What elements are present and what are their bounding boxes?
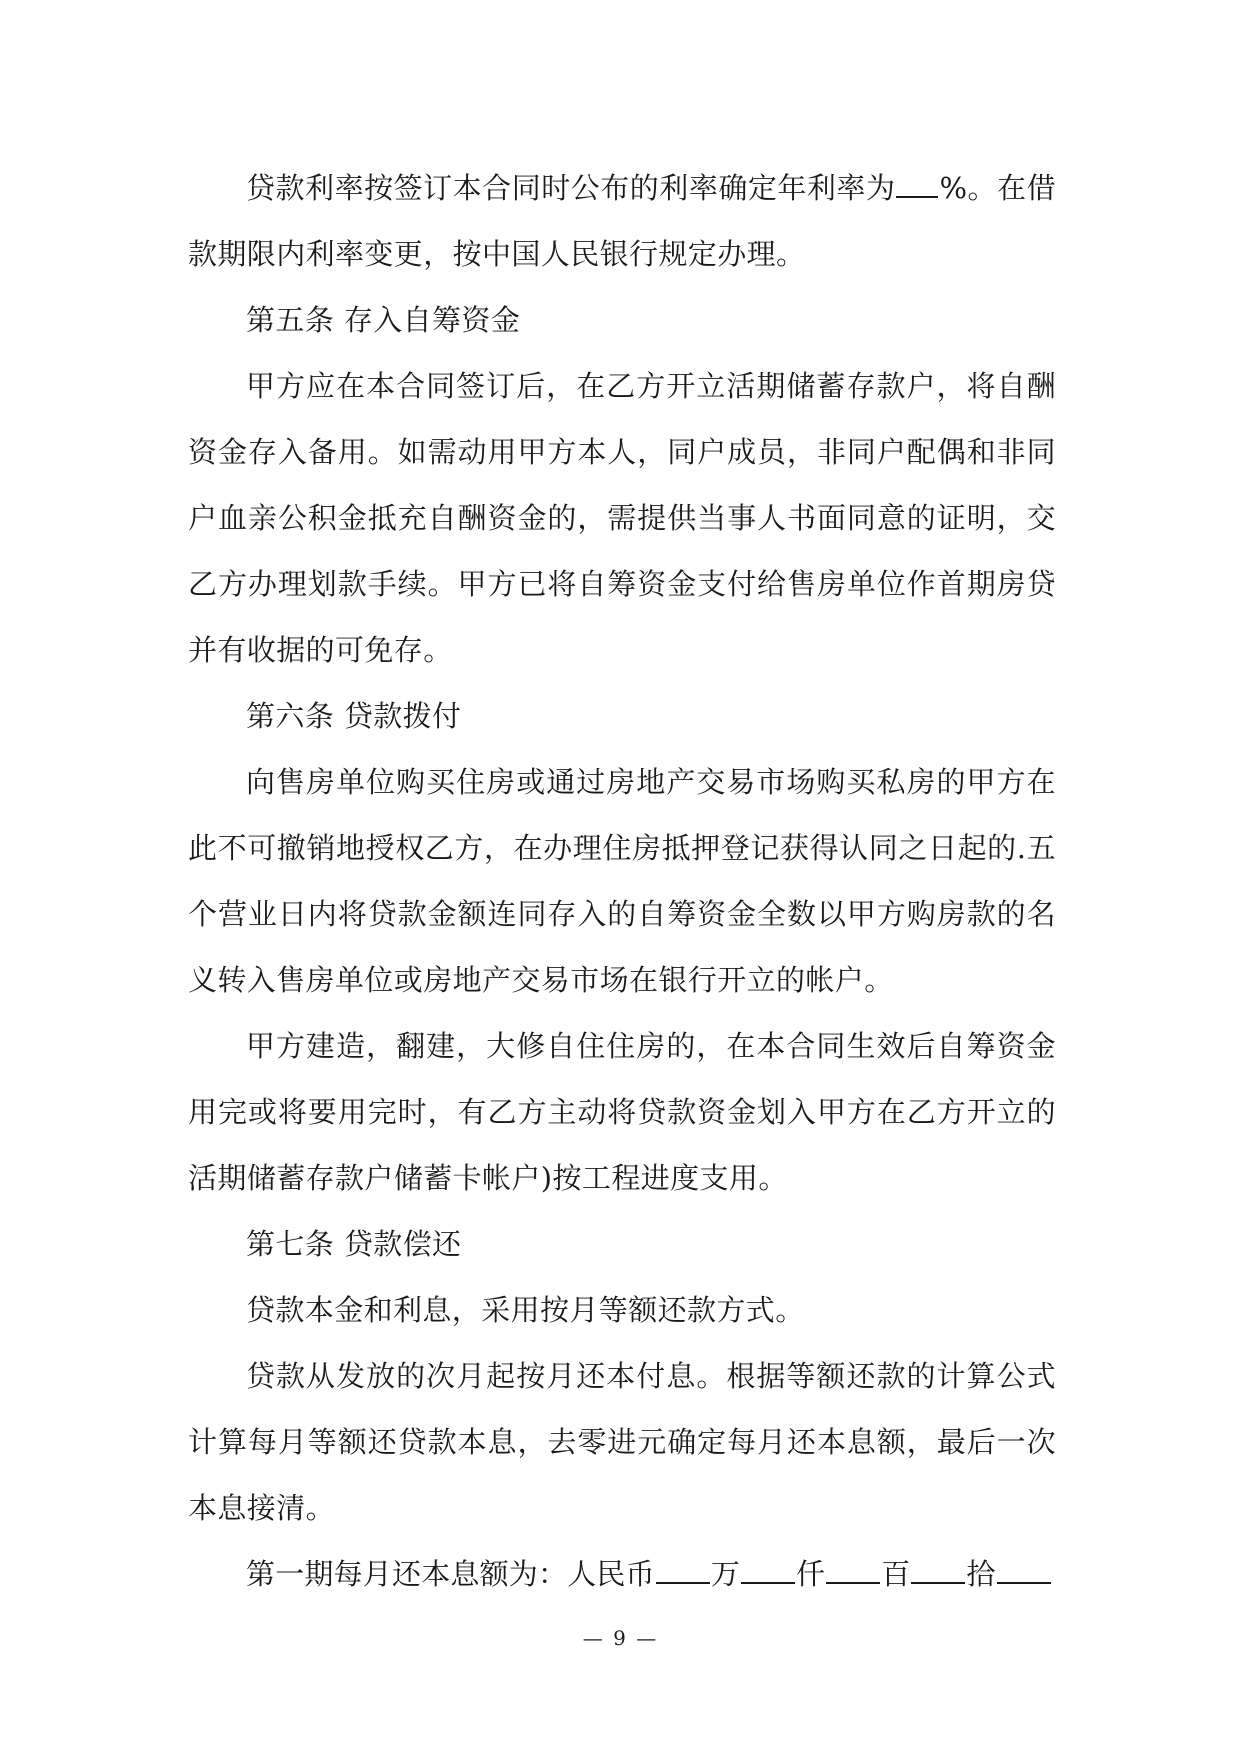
paragraph-repayment-method: 贷款本金和利息，采用按月等额还款方式。	[246, 1293, 805, 1327]
unit-qian: 仟	[796, 1557, 826, 1591]
blank-interest-rate	[896, 172, 938, 198]
document-body	[188, 155, 1056, 1607]
paragraph-disbursement-construction: 甲方建造，翻建，大修自住住房的，在本合同生效后自筹资金用完或将要用完时，有乙方主动将贷款资金划入甲方在乙方开立的活期储蓄存款户储蓄卡帐户)按工程进度支用。	[188, 1029, 1056, 1195]
paragraph-disbursement-purchase: 向售房单位购买住房或通过房地产交易市场购买私房的甲方在此不可撤销地授权乙方，在办理住房抵押登记获得认同之日起的.五个营业日内将贷款金额连同存入的自筹资金全数以甲方购房款的名义转入售房单位或房地产交易市场在银行开立的帐户。	[188, 765, 1056, 997]
unit-bai: 百	[881, 1557, 911, 1591]
heading-article-5: 第五条 存入自筹资金	[246, 303, 521, 337]
interest-rate-text: 贷款利率按签订本合同时公布的利率确定年利率为	[246, 171, 896, 205]
unit-shi: 拾	[966, 1557, 996, 1591]
unit-wan: 万	[710, 1557, 741, 1591]
paragraph-first-installment	[188, 1541, 1056, 1607]
paragraph-repayment-schedule: 贷款从发放的次月起按月还本付息。根据等额还款的计算公式计算每月等额还贷款本息，去零进元确定每月还本息额，最后一次本息接清。	[188, 1359, 1056, 1525]
paragraph-self-funds: 甲方应在本合同签订后，在乙方开立活期储蓄存款户，将自酬资金存入备用。如需动用甲方本人，同户成员，非同户配偶和非同户血亲公积金抵充自酬资金的，需提供当事人书面同意的证明，交乙方办理划款手续。甲方已将自筹资金支付给售房单位作首期房贷并有收据的可免存。	[188, 369, 1056, 667]
blank-wan	[656, 1558, 710, 1584]
blank-shi	[911, 1558, 965, 1584]
paragraph-interest-rate	[188, 155, 1056, 287]
blank-yuan	[997, 1558, 1051, 1584]
blank-bai	[826, 1558, 880, 1584]
first-installment-text: 第一期每月还本息额为：人民币	[246, 1557, 655, 1591]
interest-rate-text-cont: %。在借款期限内利率变更，按中国人民银行规定办理。	[188, 171, 1056, 271]
heading-article-6: 第六条 贷款拨付	[246, 699, 462, 733]
page-number: — 9 —	[582, 1626, 659, 1650]
heading-article-7: 第七条 贷款偿还	[246, 1227, 462, 1261]
blank-qian	[741, 1558, 795, 1584]
